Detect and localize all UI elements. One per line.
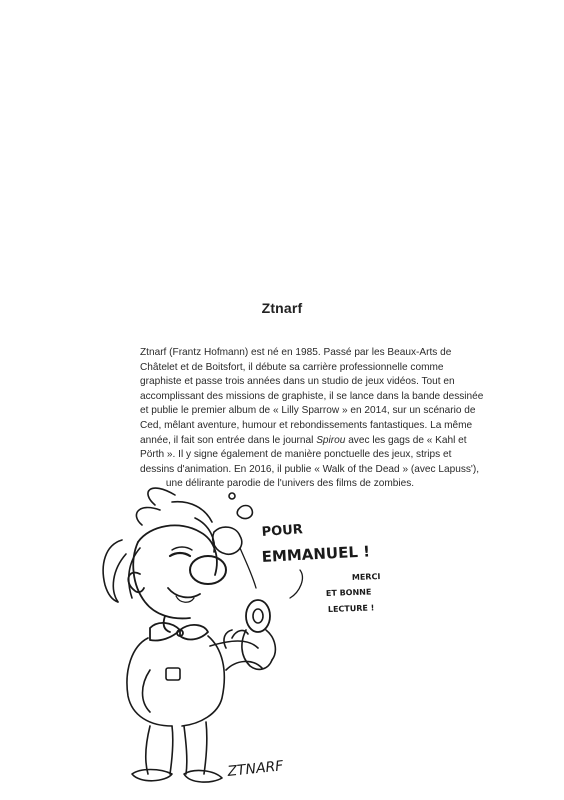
character-bowtie (150, 616, 208, 641)
spirou-journal-title: Spirou (316, 434, 346, 446)
bio-line-2: Châtelet et de Boitsfort, il débute sa carrière professionnelle comme (140, 361, 444, 373)
bio-line-7-start: année, il fait son entrée dans le journal (140, 434, 317, 446)
dedication-sketch (0, 470, 564, 800)
author-name-heading: Ztnarf (261, 300, 303, 316)
bio-line-6: Ced, mêlant aventure, humour et rebondissements fantastiques. La même (140, 419, 473, 431)
handwritten-dedication (261, 522, 380, 614)
bio-line-9: dessins d'animation. En 2016, il publie « Walk of the Dead » (avec Lapuss'), (140, 463, 480, 475)
bio-line-7 (140, 434, 467, 449)
character-body (127, 600, 275, 726)
dedication-line-merci: MERCI (351, 572, 381, 582)
dedication-line-name: EMMANUEL ! (261, 542, 371, 566)
character-hair (103, 488, 214, 602)
bio-line-8: Pörth ». Il y signe également de manière ponctuelle des jeux, strips et (140, 449, 452, 461)
bio-line-7-end: avec les gags de « Kahl et (345, 434, 467, 446)
bio-line-3: graphiste et passe trois années dans un studio de jeux vidéos. Tout en (140, 376, 455, 388)
artist-signature: ZTNARF (226, 758, 285, 780)
bio-line-1: Ztnarf (Frantz Hofmann) est né en 1985. Passé par les Beaux-Arts de (140, 347, 452, 358)
bio-line-10: une délirante parodie de l'univers des films de zombies. (165, 478, 415, 490)
dedication-line-et-bonne: ET BONNE (325, 587, 372, 598)
bio-line-4: accomplissant des missions de graphiste, il se lance dans la bande dessinée (140, 390, 484, 402)
bio-line-5: et publie le premier album de « Lilly Sparrow » en 2014, sur un scénario de (140, 405, 476, 417)
speech-balloons (213, 493, 303, 598)
dedication-line-lecture: LECTURE ! (327, 603, 375, 614)
character-legs (132, 722, 222, 782)
dedication-line-pour: POUR (261, 522, 304, 540)
character-head (128, 525, 226, 618)
